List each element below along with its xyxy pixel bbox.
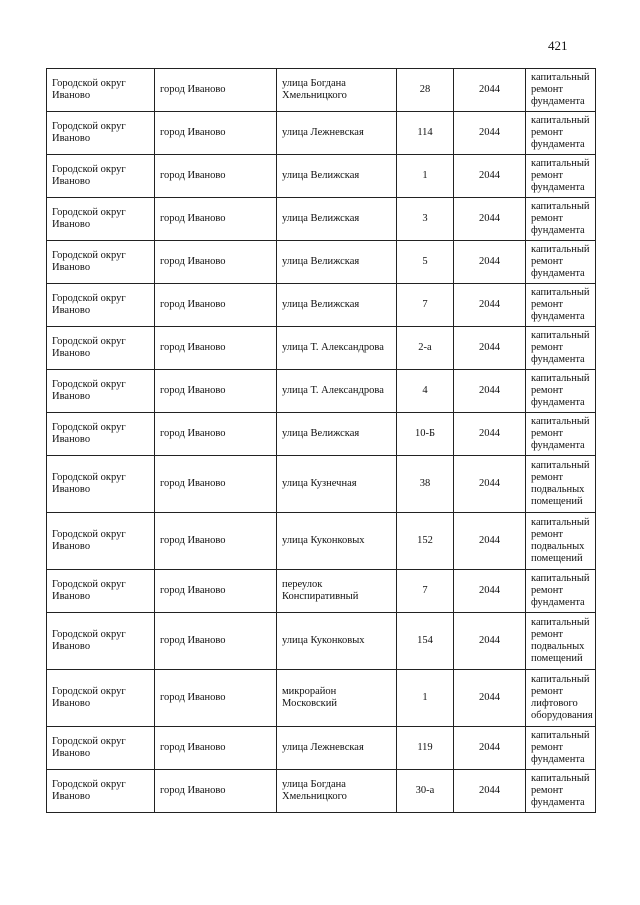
year-cell: 2044 xyxy=(454,69,526,112)
work-type-cell: капитальный ремонт фундамента xyxy=(526,770,596,813)
house-number-cell: 1 xyxy=(397,670,454,727)
city-cell: город Иваново xyxy=(155,513,277,570)
table-row xyxy=(47,456,596,513)
street-cell: улица Велижская xyxy=(277,284,397,327)
work-type-cell: капитальный ремонт фундамента xyxy=(526,327,596,370)
city-cell: город Иваново xyxy=(155,413,277,456)
city-cell: город Иваново xyxy=(155,727,277,770)
house-number-cell: 2-а xyxy=(397,327,454,370)
year-cell: 2044 xyxy=(454,284,526,327)
house-number-cell: 30-а xyxy=(397,770,454,813)
street-cell: улица Велижская xyxy=(277,155,397,198)
house-number-cell: 38 xyxy=(397,456,454,513)
year-cell: 2044 xyxy=(454,613,526,670)
okrug-cell: Городской округ Иваново xyxy=(47,69,155,112)
street-cell: улица Велижская xyxy=(277,198,397,241)
table-row xyxy=(47,727,596,770)
street-cell: улица Т. Александрова xyxy=(277,370,397,413)
city-cell: город Иваново xyxy=(155,456,277,513)
city-cell: город Иваново xyxy=(155,327,277,370)
table-row xyxy=(47,198,596,241)
table-row xyxy=(47,670,596,727)
okrug-cell: Городской округ Иваново xyxy=(47,370,155,413)
street-cell: микрорайон Московский xyxy=(277,670,397,727)
okrug-cell: Городской округ Иваново xyxy=(47,112,155,155)
house-number-cell: 7 xyxy=(397,570,454,613)
table-row xyxy=(47,155,596,198)
street-cell: улица Богдана Хмельницкого xyxy=(277,770,397,813)
table-row xyxy=(47,570,596,613)
okrug-cell: Городской округ Иваново xyxy=(47,770,155,813)
table-row xyxy=(47,284,596,327)
street-cell: улица Лежневская xyxy=(277,112,397,155)
year-cell: 2044 xyxy=(454,327,526,370)
page-number: 421 xyxy=(548,38,568,53)
house-number-cell: 119 xyxy=(397,727,454,770)
work-type-cell: капитальный ремонт фундамента xyxy=(526,413,596,456)
work-type-cell: капитальный ремонт подвальных помещений xyxy=(526,456,596,513)
street-cell: улица Куконковых xyxy=(277,513,397,570)
city-cell: город Иваново xyxy=(155,670,277,727)
house-number-cell: 152 xyxy=(397,513,454,570)
year-cell: 2044 xyxy=(454,241,526,284)
city-cell: город Иваново xyxy=(155,155,277,198)
work-type-cell: капитальный ремонт фундамента xyxy=(526,112,596,155)
table-row xyxy=(47,69,596,112)
okrug-cell: Городской округ Иваново xyxy=(47,198,155,241)
city-cell: город Иваново xyxy=(155,284,277,327)
work-type-cell: капитальный ремонт лифтового оборудования xyxy=(526,670,596,727)
year-cell: 2044 xyxy=(454,112,526,155)
house-number-cell: 3 xyxy=(397,198,454,241)
year-cell: 2044 xyxy=(454,570,526,613)
city-cell: город Иваново xyxy=(155,69,277,112)
table-row xyxy=(47,513,596,570)
house-number-cell: 28 xyxy=(397,69,454,112)
repair-schedule-table xyxy=(46,68,596,813)
year-cell: 2044 xyxy=(454,513,526,570)
okrug-cell: Городской округ Иваново xyxy=(47,727,155,770)
street-cell: улица Лежневская xyxy=(277,727,397,770)
work-type-cell: капитальный ремонт подвальных помещений xyxy=(526,513,596,570)
city-cell: город Иваново xyxy=(155,770,277,813)
street-cell: переулок Конспиративный xyxy=(277,570,397,613)
street-cell: улица Велижская xyxy=(277,413,397,456)
street-cell: улица Кузнечная xyxy=(277,456,397,513)
table-row xyxy=(47,613,596,670)
okrug-cell: Городской округ Иваново xyxy=(47,513,155,570)
house-number-cell: 4 xyxy=(397,370,454,413)
work-type-cell: капитальный ремонт подвальных помещений xyxy=(526,613,596,670)
table-row xyxy=(47,413,596,456)
city-cell: город Иваново xyxy=(155,370,277,413)
okrug-cell: Городской округ Иваново xyxy=(47,456,155,513)
table-row xyxy=(47,327,596,370)
year-cell: 2044 xyxy=(454,456,526,513)
work-type-cell: капитальный ремонт фундамента xyxy=(526,155,596,198)
okrug-cell: Городской округ Иваново xyxy=(47,327,155,370)
street-cell: улица Богдана Хмельницкого xyxy=(277,69,397,112)
year-cell: 2044 xyxy=(454,413,526,456)
house-number-cell: 1 xyxy=(397,155,454,198)
table-row xyxy=(47,241,596,284)
street-cell: улица Т. Александрова xyxy=(277,327,397,370)
okrug-cell: Городской округ Иваново xyxy=(47,570,155,613)
city-cell: город Иваново xyxy=(155,570,277,613)
table-row xyxy=(47,370,596,413)
okrug-cell: Городской округ Иваново xyxy=(47,670,155,727)
work-type-cell: капитальный ремонт фундамента xyxy=(526,69,596,112)
house-number-cell: 5 xyxy=(397,241,454,284)
year-cell: 2044 xyxy=(454,770,526,813)
street-cell: улица Куконковых xyxy=(277,613,397,670)
okrug-cell: Городской округ Иваново xyxy=(47,241,155,284)
work-type-cell: капитальный ремонт фундамента xyxy=(526,241,596,284)
year-cell: 2044 xyxy=(454,198,526,241)
work-type-cell: капитальный ремонт фундамента xyxy=(526,198,596,241)
house-number-cell: 114 xyxy=(397,112,454,155)
table-row xyxy=(47,770,596,813)
city-cell: город Иваново xyxy=(155,613,277,670)
house-number-cell: 10-Б xyxy=(397,413,454,456)
city-cell: город Иваново xyxy=(155,198,277,241)
year-cell: 2044 xyxy=(454,670,526,727)
okrug-cell: Городской округ Иваново xyxy=(47,413,155,456)
street-cell: улица Велижская xyxy=(277,241,397,284)
table-row xyxy=(47,112,596,155)
okrug-cell: Городской округ Иваново xyxy=(47,155,155,198)
work-type-cell: капитальный ремонт фундамента xyxy=(526,727,596,770)
city-cell: город Иваново xyxy=(155,241,277,284)
city-cell: город Иваново xyxy=(155,112,277,155)
work-type-cell: капитальный ремонт фундамента xyxy=(526,284,596,327)
okrug-cell: Городской округ Иваново xyxy=(47,284,155,327)
year-cell: 2044 xyxy=(454,370,526,413)
house-number-cell: 7 xyxy=(397,284,454,327)
year-cell: 2044 xyxy=(454,727,526,770)
house-number-cell: 154 xyxy=(397,613,454,670)
work-type-cell: капитальный ремонт фундамента xyxy=(526,370,596,413)
work-type-cell: капитальный ремонт фундамента xyxy=(526,570,596,613)
okrug-cell: Городской округ Иваново xyxy=(47,613,155,670)
year-cell: 2044 xyxy=(454,155,526,198)
